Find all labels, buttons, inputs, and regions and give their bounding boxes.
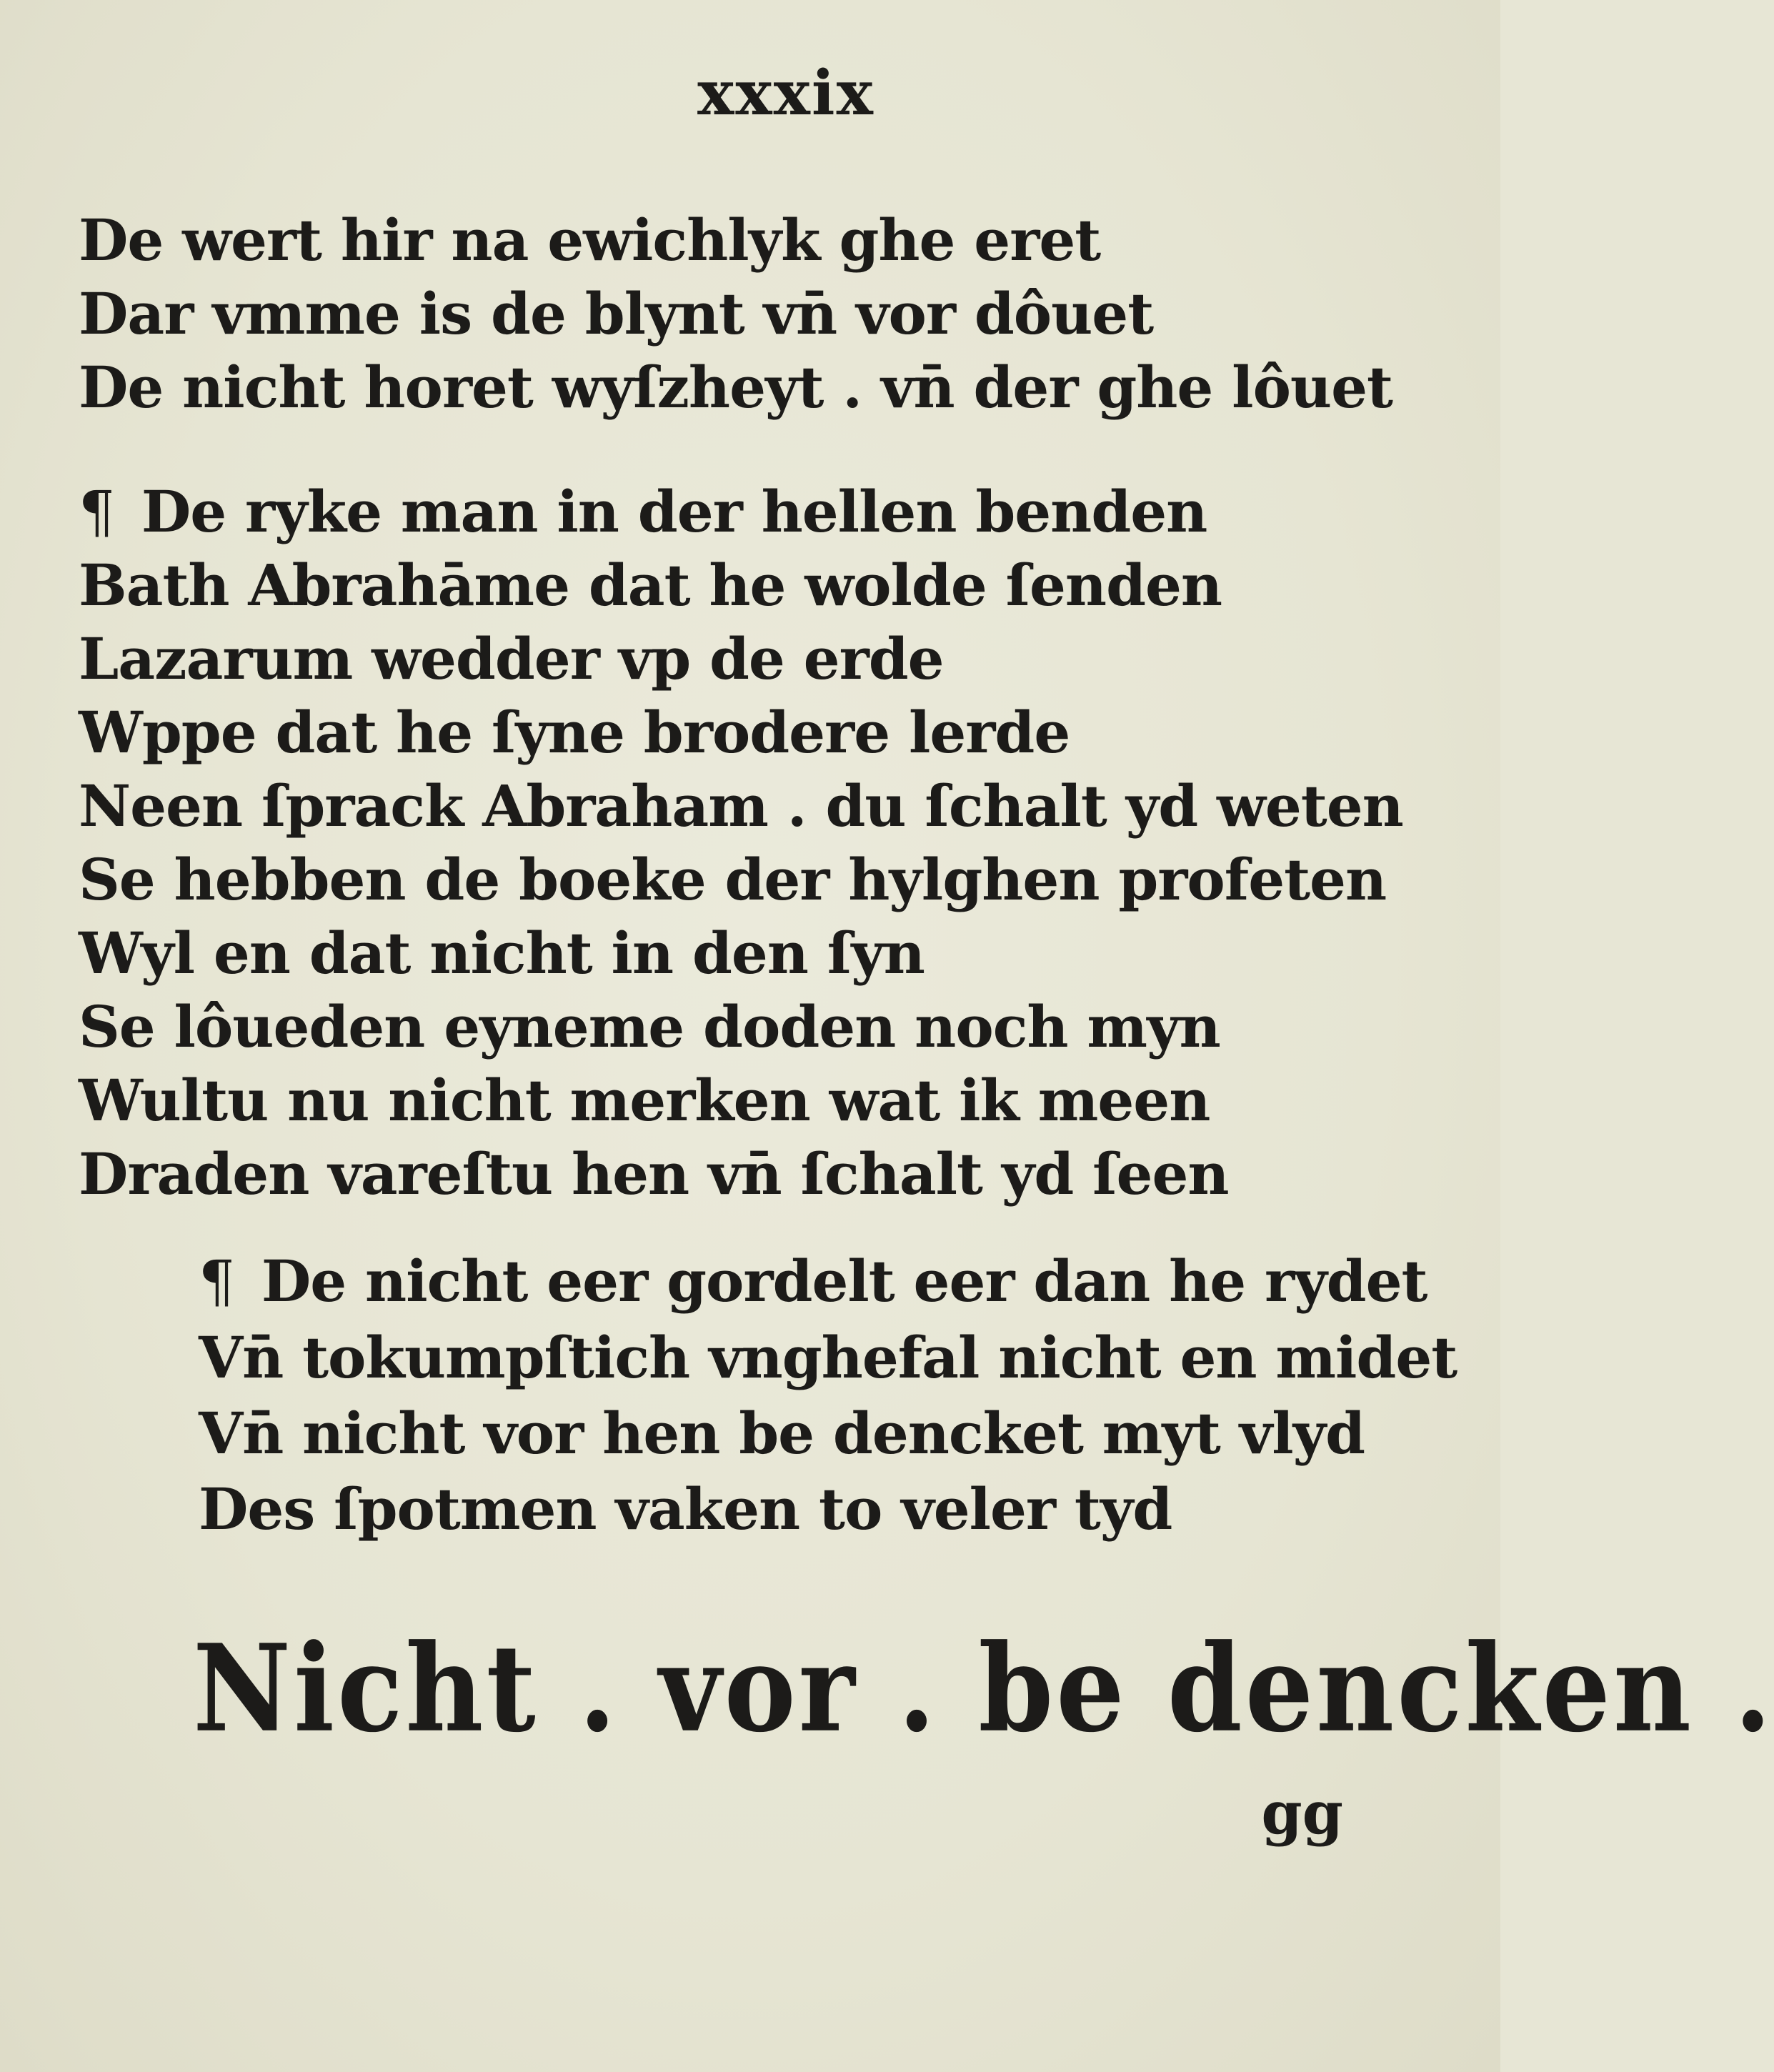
verse-line: Se lôueden eyneme doden noch myn	[79, 993, 1220, 1060]
verse-line: Lazarum wedder vp de erde	[79, 625, 944, 692]
verse-line: Wyl en dat nicht in den ſyn	[79, 920, 925, 987]
verse-line	[79, 475, 1403, 549]
verse-line: De nicht horet wyſzheyt . vn̄ der ghe lôuet	[79, 354, 1392, 421]
stanza-3	[199, 1243, 1457, 1547]
verse-line: Wultu nu nicht merken wat ik meen	[79, 1067, 1210, 1134]
pilcrow-mark: ¶	[79, 479, 114, 545]
pilcrow-mark: ¶	[199, 1248, 234, 1315]
verse-line: Wppe dat he ſyne brodere lerde	[79, 699, 1070, 766]
verse-line: Neen ſprack Abraham . du ſchalt yd weten	[79, 772, 1403, 840]
verse-line: Dar vmme is de blynt vn̄ vor dôuet	[79, 280, 1154, 347]
stanza-1	[79, 204, 1392, 424]
verse-line: Bath Abrahāme dat he wolde ſenden	[79, 552, 1222, 619]
verse-line: Vn̄ nicht vor hen be dencket myt vlyd	[199, 1400, 1365, 1467]
verse-line: De wert hir na ewichlyk ghe eret	[79, 206, 1101, 274]
signature-mark: gg	[1261, 1779, 1343, 1848]
stanza-2	[79, 475, 1403, 1211]
verse-line: Des ſpotmen vaken to veler tyd	[199, 1475, 1172, 1543]
verse-line: Vn̄ tokumpſtich vnghefal nicht en midet	[199, 1324, 1457, 1391]
verse-text: De ryke man in der hellen benden	[141, 478, 1207, 545]
verse-line: Draden vareſtu hen vn̄ ſchalt yd ſeen	[79, 1140, 1229, 1207]
verse-line: Se hebben de boeke der hylghen profeten	[79, 846, 1387, 913]
folio-number: xxxix	[697, 57, 874, 129]
verse-text: De nicht eer gordelt eer dan he rydet	[261, 1247, 1427, 1315]
verse-line	[199, 1243, 1457, 1320]
chapter-heading: Nicht . vor . be dencken .	[193, 1618, 1774, 1760]
